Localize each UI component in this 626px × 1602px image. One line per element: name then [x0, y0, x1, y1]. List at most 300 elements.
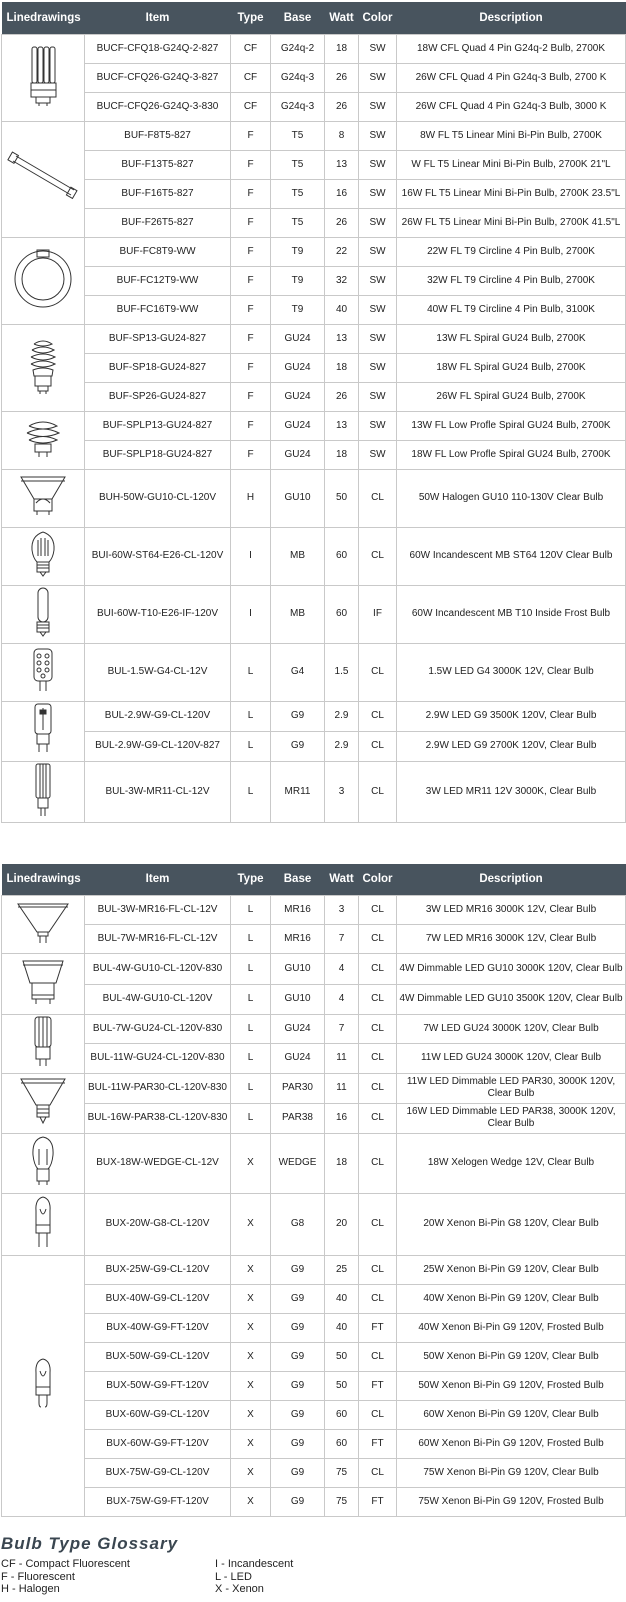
base-cell: T9 [271, 295, 325, 324]
table-row [2, 324, 626, 353]
type-cell: F [231, 237, 271, 266]
item-cell: BUF-SP26-GU24-827 [85, 382, 231, 411]
table-row [2, 237, 626, 266]
item-cell: BUL-11W-GU24-CL-120V-830 [85, 1044, 231, 1074]
item-cell: BUX-60W-G9-FT-120V [85, 1429, 231, 1458]
color-cell: SW [359, 63, 397, 92]
table-row [2, 731, 626, 761]
type-cell: X [231, 1400, 271, 1429]
type-cell: F [231, 324, 271, 353]
col-header-description: Description [397, 2, 626, 34]
watt-cell: 25 [325, 1255, 359, 1284]
description-cell: 2.9W LED G9 2700K 120V, Clear Bulb [397, 731, 626, 761]
item-cell: BUX-20W-G8-CL-120V [85, 1193, 231, 1255]
item-cell: BUL-3W-MR16-FL-CL-12V [85, 895, 231, 924]
type-cell: X [231, 1284, 271, 1313]
base-cell: GU24 [271, 411, 325, 440]
linedrawing-cell [2, 34, 85, 121]
watt-cell: 50 [325, 469, 359, 527]
description-cell: 18W CFL Quad 4 Pin G24q-2 Bulb, 2700K [397, 34, 626, 63]
glossary-entry: X - Xenon [215, 1583, 264, 1595]
base-cell: G9 [271, 1313, 325, 1342]
watt-cell: 7 [325, 924, 359, 953]
table-row [2, 1255, 626, 1284]
watt-cell: 26 [325, 92, 359, 121]
col-header-base: Base [271, 2, 325, 34]
table-header-row [2, 2, 626, 34]
watt-cell: 4 [325, 984, 359, 1014]
base-cell: MB [271, 585, 325, 643]
type-cell: F [231, 353, 271, 382]
base-cell: G24q-2 [271, 34, 325, 63]
linedrawing-cell [2, 701, 85, 761]
type-cell: F [231, 382, 271, 411]
led-corn-gu24-bulb-icon [2, 1015, 84, 1073]
type-cell: F [231, 179, 271, 208]
type-cell: X [231, 1458, 271, 1487]
item-cell: BUF-FC16T9-WW [85, 295, 231, 324]
color-cell: CL [359, 469, 397, 527]
color-cell: CL [359, 953, 397, 984]
description-cell: 75W Xenon Bi-Pin G9 120V, Clear Bulb [397, 1458, 626, 1487]
description-cell: 7W LED MR16 3000K 12V, Clear Bulb [397, 924, 626, 953]
item-cell: BUX-75W-G9-CL-120V [85, 1458, 231, 1487]
watt-cell: 13 [325, 150, 359, 179]
wedge-bulb-icon [2, 1135, 84, 1191]
color-cell: SW [359, 266, 397, 295]
col-header-type: Type [231, 2, 271, 34]
table-row [2, 266, 626, 295]
watt-cell: 40 [325, 1313, 359, 1342]
watt-cell: 8 [325, 121, 359, 150]
color-cell: CL [359, 1193, 397, 1255]
color-cell: CL [359, 1073, 397, 1103]
item-cell: BUL-7W-MR16-FL-CL-12V [85, 924, 231, 953]
description-cell: 26W CFL Quad 4 Pin G24q-3 Bulb, 2700 K [397, 63, 626, 92]
table-row [2, 150, 626, 179]
base-cell: G9 [271, 1400, 325, 1429]
base-cell: G9 [271, 1429, 325, 1458]
type-cell: I [231, 585, 271, 643]
linear-tube-bulb-icon [2, 149, 84, 209]
col-header-base: Base [271, 864, 325, 895]
base-cell: T5 [271, 150, 325, 179]
watt-cell: 26 [325, 382, 359, 411]
type-cell: I [231, 527, 271, 585]
item-cell: BUF-FC12T9-WW [85, 266, 231, 295]
color-cell: SW [359, 92, 397, 121]
color-cell: SW [359, 237, 397, 266]
bulb-table-1 [1, 2, 626, 823]
item-cell: BUX-50W-G9-FT-120V [85, 1371, 231, 1400]
type-cell: L [231, 731, 271, 761]
col-header-watt: Watt [325, 2, 359, 34]
type-cell: L [231, 984, 271, 1014]
base-cell: G9 [271, 1487, 325, 1516]
linedrawing-cell [2, 895, 85, 953]
base-cell: GU24 [271, 353, 325, 382]
watt-cell: 13 [325, 411, 359, 440]
watt-cell: 7 [325, 1014, 359, 1044]
item-cell: BUF-F8T5-827 [85, 121, 231, 150]
watt-cell: 50 [325, 1342, 359, 1371]
description-cell: 16W LED Dimmable LED PAR38, 3000K 120V, Clear Bulb [397, 1103, 626, 1133]
watt-cell: 32 [325, 266, 359, 295]
description-cell: 60W Incandescent MB T10 Inside Frost Bulb [397, 585, 626, 643]
color-cell: SW [359, 353, 397, 382]
bi-pin-g9-bulb-icon [2, 1357, 84, 1415]
base-cell: G24q-3 [271, 92, 325, 121]
description-cell: 7W LED GU24 3000K 120V, Clear Bulb [397, 1014, 626, 1044]
base-cell: GU24 [271, 1044, 325, 1074]
color-cell: SW [359, 382, 397, 411]
item-cell: BUX-25W-G9-CL-120V [85, 1255, 231, 1284]
glossary-title: Bulb Type Glossary [1, 1534, 179, 1553]
type-cell: L [231, 643, 271, 701]
type-cell: L [231, 701, 271, 731]
table-row [2, 63, 626, 92]
item-cell: BUCF-CFQ18-G24Q-2-827 [85, 34, 231, 63]
watt-cell: 60 [325, 1429, 359, 1458]
watt-cell: 3 [325, 761, 359, 822]
linedrawing-cell [2, 1014, 85, 1073]
item-cell: BUF-SP13-GU24-827 [85, 324, 231, 353]
type-cell: CF [231, 34, 271, 63]
description-cell: 4W Dimmable LED GU10 3000K 120V, Clear Bulb [397, 953, 626, 984]
base-cell: GU24 [271, 382, 325, 411]
linedrawing-cell [2, 761, 85, 822]
linedrawing-cell [2, 324, 85, 411]
linedrawing-cell [2, 643, 85, 701]
table-row [2, 208, 626, 237]
color-cell: CL [359, 924, 397, 953]
linedrawing-cell [2, 237, 85, 324]
type-cell: X [231, 1313, 271, 1342]
item-cell: BUX-75W-G9-FT-120V [85, 1487, 231, 1516]
watt-cell: 75 [325, 1458, 359, 1487]
watt-cell: 11 [325, 1073, 359, 1103]
item-cell: BUL-2.9W-G9-CL-120V [85, 701, 231, 731]
type-cell: CF [231, 92, 271, 121]
type-cell: F [231, 295, 271, 324]
type-cell: X [231, 1342, 271, 1371]
base-cell: G9 [271, 1255, 325, 1284]
item-cell: BUH-50W-GU10-CL-120V [85, 469, 231, 527]
description-cell: 26W CFL Quad 4 Pin G24q-3 Bulb, 3000 K [397, 92, 626, 121]
watt-cell: 60 [325, 527, 359, 585]
item-cell: BUL-4W-GU10-CL-120V [85, 984, 231, 1014]
item-cell: BUX-40W-G9-CL-120V [85, 1284, 231, 1313]
table-row [2, 353, 626, 382]
type-cell: L [231, 1073, 271, 1103]
base-cell: G9 [271, 731, 325, 761]
table-row [2, 1073, 626, 1103]
table-row [2, 179, 626, 208]
type-cell: H [231, 469, 271, 527]
color-cell: CL [359, 643, 397, 701]
item-cell: BUI-60W-ST64-E26-CL-120V [85, 527, 231, 585]
base-cell: GU10 [271, 953, 325, 984]
watt-cell: 16 [325, 179, 359, 208]
description-cell: 1.5W LED G4 3000K 12V, Clear Bulb [397, 643, 626, 701]
col-header-type: Type [231, 864, 271, 895]
cfl-quad-bulb-icon [2, 45, 84, 111]
watt-cell: 13 [325, 324, 359, 353]
type-cell: L [231, 1103, 271, 1133]
table-row [2, 984, 626, 1014]
color-cell: CL [359, 1044, 397, 1074]
watt-cell: 3 [325, 895, 359, 924]
base-cell: GU24 [271, 440, 325, 469]
color-cell: CL [359, 731, 397, 761]
type-cell: F [231, 266, 271, 295]
led-g4-bulb-icon [2, 647, 84, 697]
description-cell: 40W FL T9 Circline 4 Pin Bulb, 3100K [397, 295, 626, 324]
base-cell: T5 [271, 208, 325, 237]
glossary-entry: L - LED [215, 1570, 252, 1583]
color-cell: IF [359, 585, 397, 643]
edison-st64-bulb-icon [2, 530, 84, 582]
base-cell: PAR30 [271, 1073, 325, 1103]
base-cell: GU24 [271, 324, 325, 353]
color-cell: CL [359, 527, 397, 585]
bulb-type-glossary [1, 1534, 621, 1596]
linedrawing-cell [2, 953, 85, 1014]
table-row [2, 1458, 626, 1487]
base-cell: MR11 [271, 761, 325, 822]
description-cell: 18W FL Spiral GU24 Bulb, 2700K [397, 353, 626, 382]
item-cell: BUCF-CFQ26-G24Q-3-830 [85, 92, 231, 121]
description-cell: 20W Xenon Bi-Pin G8 120V, Clear Bulb [397, 1193, 626, 1255]
description-cell: 26W FL Spiral GU24 Bulb, 2700K [397, 382, 626, 411]
watt-cell: 60 [325, 1400, 359, 1429]
circline-bulb-icon [2, 247, 84, 315]
table-header-row [2, 864, 626, 895]
item-cell: BUCF-CFQ26-G24Q-3-827 [85, 63, 231, 92]
table-row [2, 953, 626, 984]
type-cell: X [231, 1193, 271, 1255]
description-cell: 60W Xenon Bi-Pin G9 120V, Clear Bulb [397, 1400, 626, 1429]
color-cell: SW [359, 34, 397, 63]
glossary-entry: CF - Compact Fluorescent [1, 1558, 130, 1570]
linedrawing-cell [2, 1073, 85, 1133]
description-cell: 60W Xenon Bi-Pin G9 120V, Frosted Bulb [397, 1429, 626, 1458]
base-cell: G8 [271, 1193, 325, 1255]
base-cell: WEDGE [271, 1133, 325, 1193]
table-row [2, 411, 626, 440]
table-row [2, 1193, 626, 1255]
base-cell: G9 [271, 1371, 325, 1400]
glossary-entry: F - Fluorescent [1, 1570, 75, 1583]
led-g9-bulb-icon [2, 702, 84, 760]
watt-cell: 11 [325, 1044, 359, 1074]
base-cell: MB [271, 527, 325, 585]
table-row [2, 701, 626, 731]
item-cell: BUF-F13T5-827 [85, 150, 231, 179]
glossary-entry: I - Incandescent [215, 1558, 294, 1570]
description-cell: 3W LED MR11 12V 3000K, Clear Bulb [397, 761, 626, 822]
description-cell: 16W FL T5 Linear Mini Bi-Pin Bulb, 2700K 23.5"L [397, 179, 626, 208]
watt-cell: 16 [325, 1103, 359, 1133]
base-cell: T9 [271, 266, 325, 295]
table-row [2, 643, 626, 701]
description-cell: 4W Dimmable LED GU10 3500K 120V, Clear Bulb [397, 984, 626, 1014]
mr16-reflector-bulb-icon [2, 898, 84, 950]
col-header-linedrawings: Linedrawings [2, 864, 85, 895]
color-cell: SW [359, 121, 397, 150]
table-row [2, 585, 626, 643]
table-row [2, 1371, 626, 1400]
description-cell: 75W Xenon Bi-Pin G9 120V, Frosted Bulb [397, 1487, 626, 1516]
item-cell: BUX-60W-G9-CL-120V [85, 1400, 231, 1429]
table-row [2, 121, 626, 150]
color-cell: CL [359, 984, 397, 1014]
base-cell: GU10 [271, 984, 325, 1014]
table-row [2, 1313, 626, 1342]
color-cell: SW [359, 208, 397, 237]
type-cell: L [231, 924, 271, 953]
type-cell: X [231, 1429, 271, 1458]
description-cell: 50W Halogen GU10 110-130V Clear Bulb [397, 469, 626, 527]
col-header-description: Description [397, 864, 626, 895]
linedrawing-cell [2, 1133, 85, 1193]
col-header-color: Color [359, 2, 397, 34]
description-cell: 60W Incandescent MB ST64 120V Clear Bulb [397, 527, 626, 585]
spiral-bulb-icon [2, 336, 84, 400]
table-row [2, 1284, 626, 1313]
base-cell: G4 [271, 643, 325, 701]
color-cell: CL [359, 1103, 397, 1133]
type-cell: L [231, 895, 271, 924]
led-corn-mr11-bulb-icon [2, 762, 84, 822]
table-row [2, 1400, 626, 1429]
color-cell: CL [359, 1284, 397, 1313]
color-cell: SW [359, 324, 397, 353]
table-row [2, 1342, 626, 1371]
low-profile-spiral-bulb-icon [2, 416, 84, 464]
description-cell: 2.9W LED G9 3500K 120V, Clear Bulb [397, 701, 626, 731]
color-cell: SW [359, 411, 397, 440]
item-cell: BUL-11W-PAR30-CL-120V-830 [85, 1073, 231, 1103]
description-cell: 18W Xelogen Wedge 12V, Clear Bulb [397, 1133, 626, 1193]
col-header-item: Item [85, 2, 231, 34]
watt-cell: 60 [325, 585, 359, 643]
linedrawing-cell [2, 527, 85, 585]
watt-cell: 2.9 [325, 701, 359, 731]
type-cell: L [231, 1044, 271, 1074]
col-header-color: Color [359, 864, 397, 895]
description-cell: 18W FL Low Profle Spiral GU24 Bulb, 2700K [397, 440, 626, 469]
linedrawing-cell [2, 121, 85, 237]
description-cell: 50W Xenon Bi-Pin G9 120V, Frosted Bulb [397, 1371, 626, 1400]
watt-cell: 2.9 [325, 731, 359, 761]
description-cell: 26W FL T5 Linear Mini Bi-Pin Bulb, 2700K 41.5"L [397, 208, 626, 237]
table-row [2, 1487, 626, 1516]
watt-cell: 1.5 [325, 643, 359, 701]
description-cell: 3W LED MR16 3000K 12V, Clear Bulb [397, 895, 626, 924]
watt-cell: 20 [325, 1193, 359, 1255]
color-cell: FT [359, 1429, 397, 1458]
type-cell: X [231, 1255, 271, 1284]
description-cell: 40W Xenon Bi-Pin G9 120V, Frosted Bulb [397, 1313, 626, 1342]
watt-cell: 40 [325, 295, 359, 324]
watt-cell: 18 [325, 34, 359, 63]
watt-cell: 4 [325, 953, 359, 984]
linedrawing-cell [2, 1255, 85, 1516]
glossary-column-1 [1, 1558, 215, 1596]
item-cell: BUF-FC8T9-WW [85, 237, 231, 266]
description-cell: 11W LED GU24 3000K 120V, Clear Bulb [397, 1044, 626, 1074]
base-cell: T9 [271, 237, 325, 266]
base-cell: T5 [271, 121, 325, 150]
type-cell: L [231, 953, 271, 984]
type-cell: X [231, 1371, 271, 1400]
watt-cell: 26 [325, 208, 359, 237]
led-gu10-bulb-icon [2, 957, 84, 1011]
table-row [2, 1044, 626, 1074]
table-row [2, 1014, 626, 1044]
base-cell: G9 [271, 1458, 325, 1487]
description-cell: 40W Xenon Bi-Pin G9 120V, Clear Bulb [397, 1284, 626, 1313]
item-cell: BUF-F26T5-827 [85, 208, 231, 237]
table-row [2, 924, 626, 953]
type-cell: X [231, 1133, 271, 1193]
type-cell: CF [231, 63, 271, 92]
description-cell: 13W FL Spiral GU24 Bulb, 2700K [397, 324, 626, 353]
bi-pin-g8-bulb-icon [2, 1195, 84, 1253]
watt-cell: 18 [325, 440, 359, 469]
item-cell: BUX-40W-G9-FT-120V [85, 1313, 231, 1342]
table-row [2, 440, 626, 469]
table-row [2, 761, 626, 822]
item-cell: BUF-SPLP18-GU24-827 [85, 440, 231, 469]
table-row [2, 1133, 626, 1193]
base-cell: PAR38 [271, 1103, 325, 1133]
table-row [2, 1429, 626, 1458]
linedrawing-cell [2, 469, 85, 527]
description-cell: 25W Xenon Bi-Pin G9 120V, Clear Bulb [397, 1255, 626, 1284]
linedrawing-cell [2, 1193, 85, 1255]
item-cell: BUX-18W-WEDGE-CL-12V [85, 1133, 231, 1193]
table-row [2, 469, 626, 527]
item-cell: BUI-60W-T10-E26-IF-120V [85, 585, 231, 643]
color-cell: CL [359, 895, 397, 924]
item-cell: BUL-3W-MR11-CL-12V [85, 761, 231, 822]
watt-cell: 18 [325, 1133, 359, 1193]
item-cell: BUF-SPLP13-GU24-827 [85, 411, 231, 440]
description-cell: 13W FL Low Profle Spiral GU24 Bulb, 2700K [397, 411, 626, 440]
bulb-table-2 [1, 864, 626, 1517]
table-row [2, 1103, 626, 1133]
color-cell: SW [359, 179, 397, 208]
watt-cell: 18 [325, 353, 359, 382]
table-row [2, 34, 626, 63]
col-header-item: Item [85, 864, 231, 895]
type-cell: F [231, 208, 271, 237]
table-row [2, 895, 626, 924]
col-header-watt: Watt [325, 864, 359, 895]
color-cell: CL [359, 701, 397, 731]
type-cell: L [231, 1014, 271, 1044]
type-cell: F [231, 440, 271, 469]
type-cell: X [231, 1487, 271, 1516]
color-cell: CL [359, 1400, 397, 1429]
color-cell: FT [359, 1487, 397, 1516]
base-cell: G9 [271, 1284, 325, 1313]
color-cell: FT [359, 1313, 397, 1342]
table-row [2, 92, 626, 121]
watt-cell: 40 [325, 1284, 359, 1313]
